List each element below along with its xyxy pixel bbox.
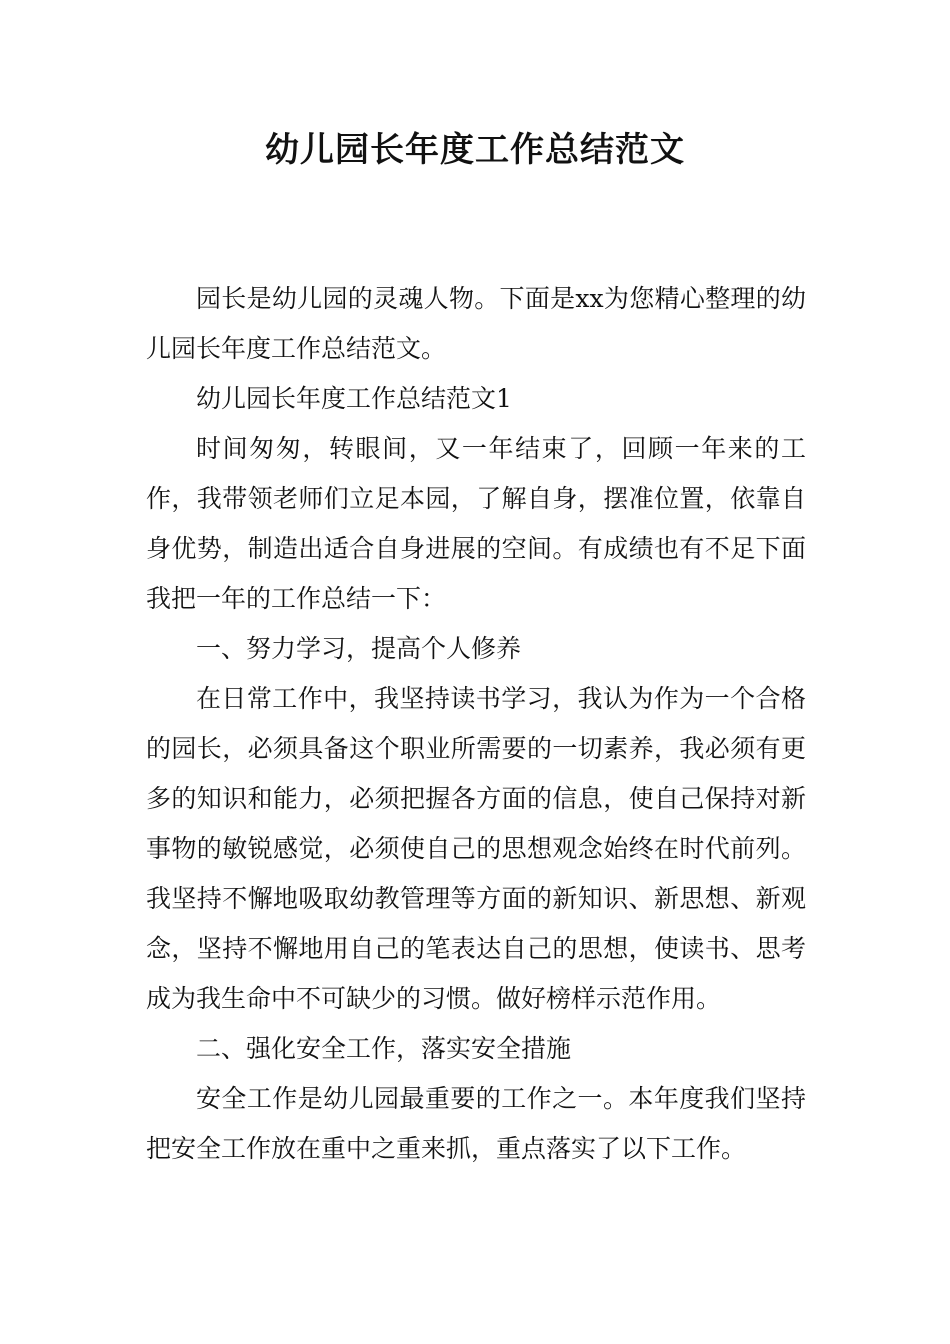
section-heading-1: 幼儿园长年度工作总结范文1 — [196, 384, 512, 413]
section-heading-study: 一、努力学习，提高个人修养 — [196, 634, 522, 663]
document-title: 幼儿园长年度工作总结范文 — [265, 130, 685, 170]
paragraph-safety: 安全工作是幼儿园最重要的工作之一。本年度我们坚持把安全工作放在重中之重来抓，重点落实了以下工作。 — [146, 1084, 806, 1163]
section-heading-safety: 二、强化安全工作，落实安全措施 — [196, 1034, 572, 1063]
paragraph-study: 在日常工作中，我坚持读书学习，我认为作为一个合格的园长，必须具备这个职业所需要的一切素养，我必须有更多的知识和能力，必须把握各方面的信息，使自己保持对新事物的敏锐感觉，必须使自己的思想观念始终在时代前列。我坚持不懈地吸取幼教管理等方面的新知识、新思想、新观念，坚持不懈地用自己的笔表达自己的思想，使读书、思考成为我生命中不可缺少的习惯。做好榜样示范作用。 — [146, 684, 806, 1013]
document-body — [146, 274, 806, 1174]
paragraph-intro: 园长是幼儿园的灵魂人物。下面是xx为您精心整理的幼儿园长年度工作总结范文。 — [146, 284, 806, 363]
paragraph-review: 时间匆匆，转眼间，又一年结束了，回顾一年来的工作，我带领老师们立足本园，了解自身，摆准位置，依靠自身优势，制造出适合自身进展的空间。有成绩也有不足下面我把一年的工作总结一下： — [146, 434, 806, 613]
